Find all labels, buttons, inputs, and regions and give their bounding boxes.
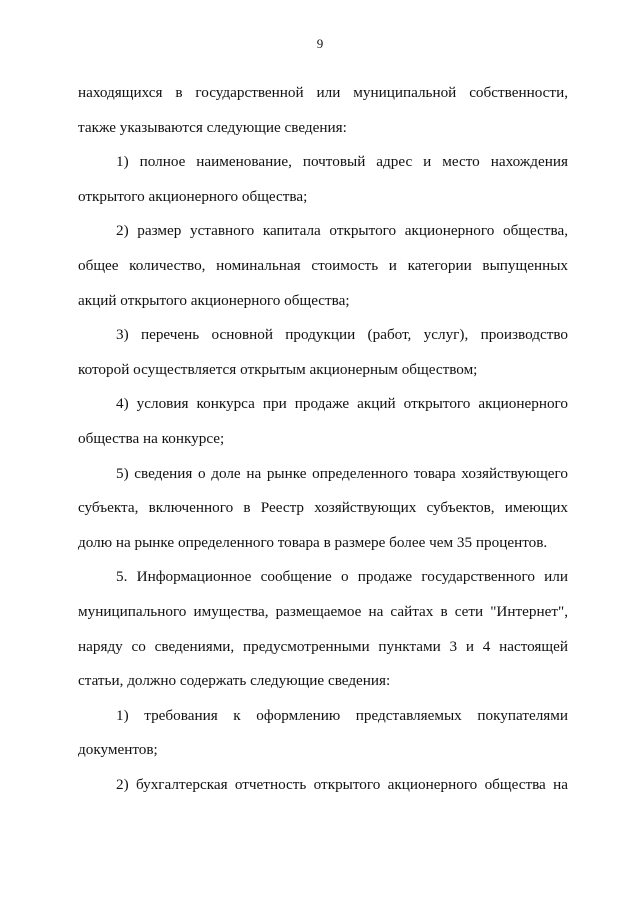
- text-line: также указываются следующие сведения:: [78, 118, 347, 136]
- text-line: муниципального имущества, размещаемое на сайтах в сети "Интернет",: [78, 602, 568, 620]
- text-line: долю на рынке определенного товара в размере более чем 35 процентов.: [78, 533, 548, 551]
- text-line: документов;: [78, 741, 158, 759]
- text-line: общее количество, номинальная стоимость и категории выпущенных: [78, 256, 568, 274]
- text-line: 5) сведения о доле на рынке определенного товара хозяйствующего: [116, 464, 568, 482]
- text-line: 2) бухгалтерская отчетность открытого акционерного общества на: [116, 775, 568, 793]
- text-line: 2) размер уставного капитала открытого акционерного общества,: [116, 222, 568, 240]
- text-line: акций открытого акционерного общества;: [78, 291, 350, 309]
- text-line: открытого акционерного общества;: [78, 187, 308, 205]
- text-line: наряду со сведениями, предусмотренными пунктами 3 и 4 настоящей: [78, 637, 568, 655]
- text-line: 3) перечень основной продукции (работ, услуг), производство: [116, 326, 568, 344]
- text-line: находящихся в государственной или муниципальной собственности,: [78, 84, 568, 101]
- text-line: статьи, должно содержать следующие сведения:: [78, 672, 391, 690]
- text-line: которой осуществляется открытым акционерным обществом;: [78, 360, 478, 378]
- text-line: субъекта, включенного в Реестр хозяйствующих субъектов, имеющих: [78, 499, 568, 517]
- document-body: [78, 76, 568, 802]
- text-line: общества на конкурсе;: [78, 429, 225, 447]
- text-line: 1) требования к оформлению представляемых покупателями: [116, 706, 568, 724]
- text-line: 4) условия конкурса при продаже акций открытого акционерного: [116, 395, 568, 413]
- text-line: 1) полное наименование, почтовый адрес и место нахождения: [116, 153, 568, 171]
- text-line: 5. Информационное сообщение о продаже государственного или: [116, 568, 568, 586]
- page-number: 9: [316, 36, 324, 51]
